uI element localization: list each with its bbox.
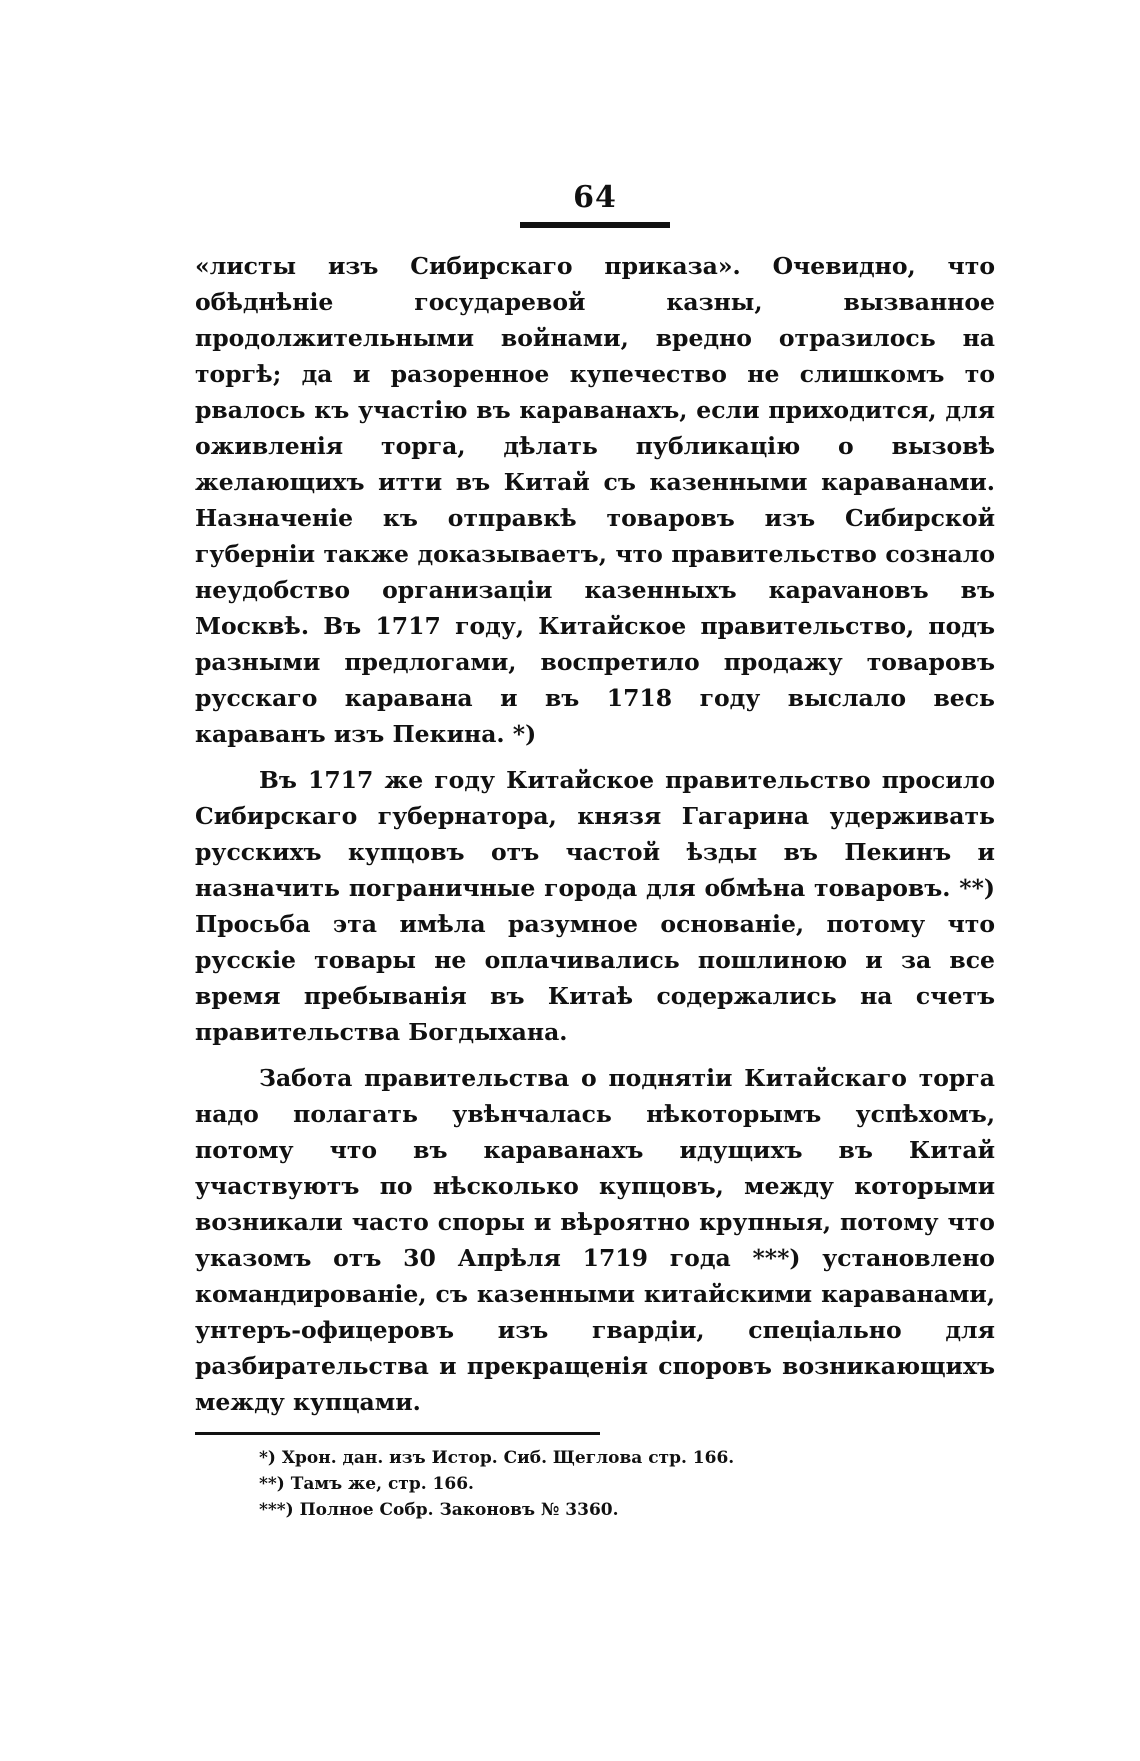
footnote-rule [195, 1432, 600, 1435]
page-number: 64 [573, 180, 617, 215]
book-page [195, 180, 995, 1740]
footnote-3: ***) Полное Собр. Законовъ № 3360. [259, 1500, 619, 1520]
footnote-2: **) Тамъ же, стр. 166. [259, 1474, 474, 1494]
paragraph-1: «листы изъ Сибирскаго приказа». Очевидно, что обѣднѣніе государевой казны, вызванное продолжительными войнами, вредно отразилось на торгѣ; да и разоренное купечество не слишкомъ то рвалось къ участію въ караванахъ, если приходится, для оживленія торга, дѣлать публикацію о вызовѣ желающихъ итти въ Китай съ казенными караванами. Назначеніе къ отправкѣ товаровъ изъ Сибирской губерніи также доказываетъ, что правительство сознало неудобство организаціи казенныхъ карavановъ въ Москвѣ. Въ 1717 году, Китайское правительство, подъ разными предлогами, воспретило продажу товаровъ русскаго каравана и въ 1718 году выслало весь караванъ изъ Пекина. *) [195, 252, 995, 748]
paragraph-2: Въ 1717 же году Китайское правительство просило Сибирскаго губернатора, князя Гагарина удерживать русскихъ купцовъ отъ частой ѣзды въ Пекинъ и назначить пограничные города для обмѣна товаровъ. **) Просьба эта имѣла разумное основаніе, потому что русскіе товары не оплачивались пошлиною и за все время пребыванія въ Китаѣ содержались на счетъ правительства Богдыхана. [195, 766, 995, 1046]
paragraph-3: Забота правительства о поднятіи Китайскаго торга надо полагать увѣнчалась нѣкоторымъ успѣхомъ, потому что въ караванахъ идущихъ въ Китай участвуютъ по нѣсколько купцовъ, между которыми возникали часто споры и вѣроятно крупныя, потому что указомъ отъ 30 Апрѣля 1719 года ***) установлено командированіе, съ казенными китайскими караванами, унтеръ-офицеровъ изъ гвардіи, спеціально для разбирательства и прекращенія споровъ возникающихъ между купцами. [195, 1064, 995, 1416]
footnotes [195, 1445, 995, 1523]
footnote-1: *) Хрон. дан. изъ Истор. Сиб. Щеглова стр. 166. [259, 1448, 735, 1468]
header-rule [520, 222, 670, 228]
